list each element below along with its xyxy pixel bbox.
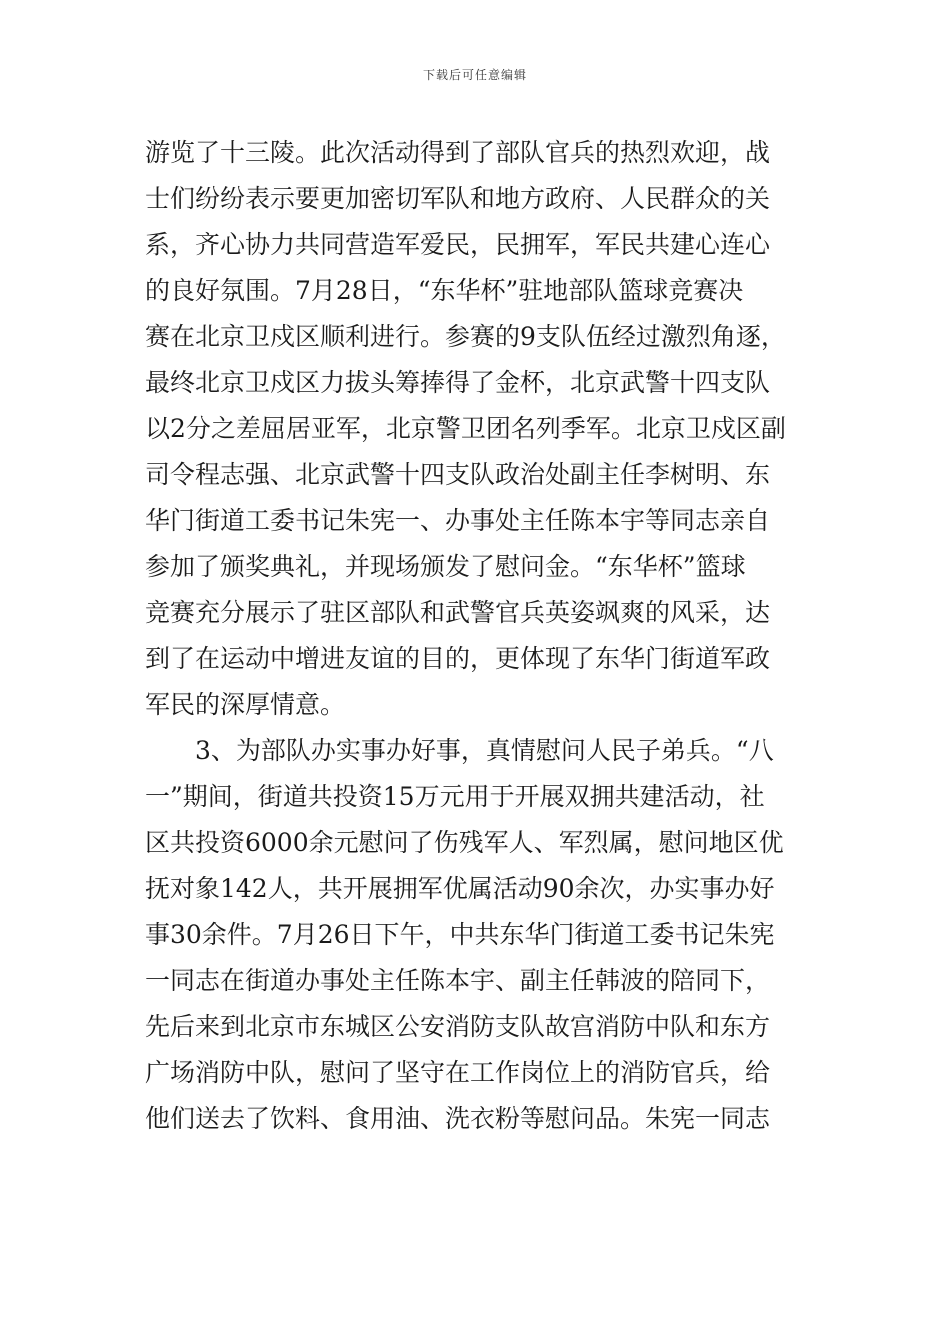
- text-line: 一同志在街道办事处主任陈本宇、副主任韩波的陪同下，: [145, 966, 771, 995]
- header-note: 下载后可任意编辑: [422, 68, 527, 82]
- text-line: 以2分之差屈居亚军，北京警卫团名列季军。北京卫戍区副: [145, 414, 786, 443]
- text-line: 赛在北京卫戍区顺利进行。参赛的9支队伍经过激烈角逐，: [145, 322, 786, 351]
- text-line: 先后来到北京市东城区公安消防支队故宫消防中队和东方: [145, 1012, 771, 1041]
- text-line: 区共投资6000余元慰问了伤残军人、军烈属，慰问地区优: [145, 828, 784, 857]
- text-line: 的良好氛围。7月28日，“东华杯”驻地部队篮球竞赛决: [145, 276, 744, 305]
- text-line: 军民的深厚情意。: [145, 690, 346, 719]
- text-line: 抚对象142人，共开展拥军优属活动90余次，办实事办好: [145, 874, 775, 903]
- text-line: 一”期间，街道共投资15万元用于开展双拥共建活动，社: [145, 782, 765, 811]
- body-text: [145, 130, 805, 1142]
- text-line: 参加了颁奖典礼，并现场颁发了慰问金。“东华杯”篮球: [145, 552, 746, 581]
- text-line: 他们送去了饮料、食用油、洗衣粉等慰问品。朱宪一同志: [145, 1104, 771, 1133]
- text-line: 游览了十三陵。此次活动得到了部队官兵的热烈欢迎，战: [145, 138, 771, 167]
- text-line: 最终北京卫戍区力拔头筹捧得了金杯，北京武警十四支队: [145, 368, 771, 397]
- text-line: 广场消防中队，慰问了坚守在工作岗位上的消防官兵，给: [145, 1058, 771, 1087]
- text-line: 系，齐心协力共同营造军爱民，民拥军，军民共建心连心: [145, 230, 771, 259]
- paragraph-start-line: 3、为部队办实事办好事，真情慰问人民子弟兵。“八: [195, 736, 774, 765]
- text-line: 司令程志强、北京武警十四支队政治处副主任李树明、东: [145, 460, 771, 489]
- text-line: 华门街道工委书记朱宪一、办事处主任陈本宇等同志亲自: [145, 506, 771, 535]
- text-line: 士们纷纷表示要更加密切军队和地方政府、人民群众的关: [145, 184, 771, 213]
- text-line: 竞赛充分展示了驻区部队和武警官兵英姿飒爽的风采，达: [145, 598, 771, 627]
- text-line: 事30余件。7月26日下午，中共东华门街道工委书记朱宪: [145, 920, 775, 949]
- text-line: 到了在运动中增进友谊的目的，更体现了东华门街道军政: [145, 644, 771, 673]
